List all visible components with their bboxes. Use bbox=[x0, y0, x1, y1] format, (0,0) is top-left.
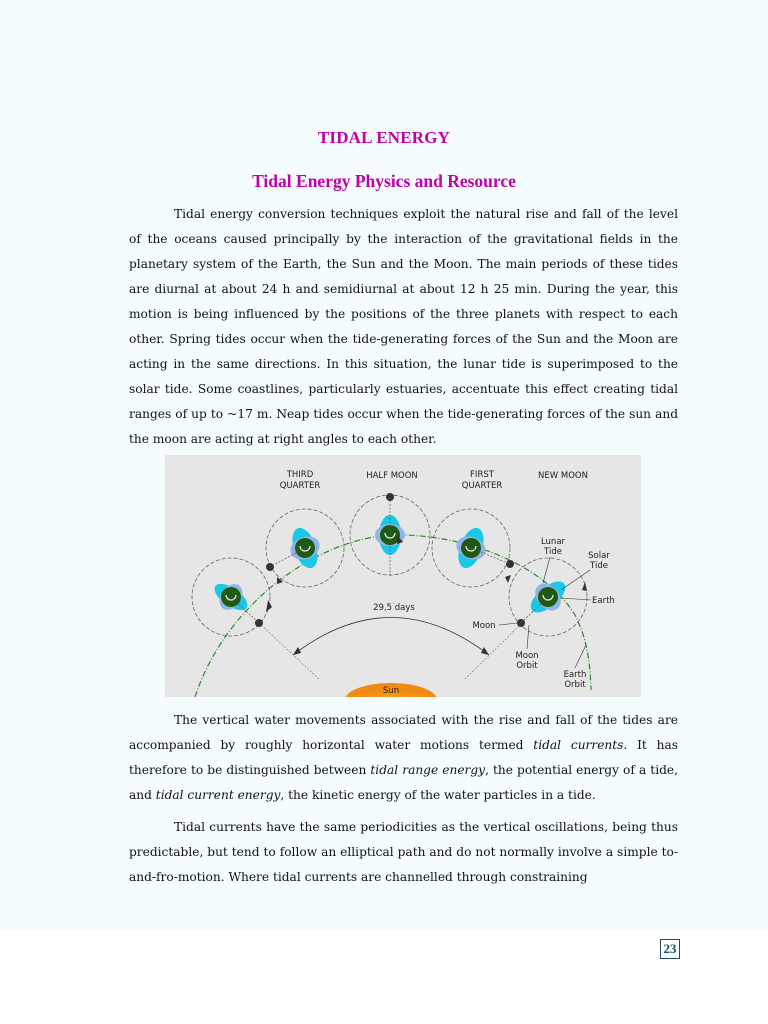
label-earth-orbit-1: Earth bbox=[563, 670, 587, 680]
earth-half-moon bbox=[350, 493, 430, 577]
label-solar-tide-2: Tide bbox=[590, 561, 608, 571]
paragraph-1 bbox=[129, 202, 678, 452]
label-third-quarter-1: THIRD bbox=[286, 470, 314, 480]
label-earth: Earth bbox=[592, 596, 615, 606]
paragraph-2-text-3: , the potential energy of a tide, and bbox=[129, 763, 678, 802]
page-title: TIDAL ENERGY bbox=[317, 128, 451, 147]
label-third-quarter-2: QUARTER bbox=[279, 481, 321, 491]
label-solar-tide-1: Solar bbox=[588, 551, 610, 561]
term-tidal-range-energy: tidal range energy bbox=[370, 763, 486, 777]
tidal-diagram-svg bbox=[165, 455, 641, 697]
sun-label: Sun bbox=[382, 686, 400, 696]
earth-first-quarter bbox=[432, 509, 514, 587]
label-half-moon: HALF MOON bbox=[366, 471, 418, 481]
term-tidal-currents: tidal currents bbox=[533, 738, 624, 752]
term-tidal-current-energy: tidal current energy bbox=[155, 788, 281, 802]
label-moon-orbit-1: Moon bbox=[515, 651, 539, 661]
page-number: 23 bbox=[660, 939, 680, 959]
paragraph-3-text: Tidal currents have the same periodicities as the vertical oscillations, being thus predictable, but tend to follow an elliptical path and do not normally involve a simple to-and-fro-motion. Where tidal currents are channelled through constraining bbox=[129, 820, 678, 884]
label-first-quarter-2: QUARTER bbox=[461, 481, 503, 491]
earth-new-moon bbox=[509, 558, 587, 636]
paragraph-2-text-1: The vertical water movements associated with the rise and fall of the tides are accompanied by roughly horizontal water motions termed bbox=[129, 713, 678, 752]
period-label: 29,5 days bbox=[373, 603, 415, 613]
paragraph-3 bbox=[129, 815, 678, 890]
earth-orbit-path bbox=[195, 535, 591, 697]
label-earth-orbit-2: Orbit bbox=[564, 680, 586, 690]
label-moon-orbit-2: Orbit bbox=[516, 661, 538, 671]
earth-third-quarter-left bbox=[192, 558, 272, 636]
tidal-diagram bbox=[165, 455, 641, 697]
label-new-moon: NEW MOON bbox=[538, 471, 588, 481]
label-moon: Moon bbox=[472, 621, 496, 631]
period-arc bbox=[293, 618, 489, 656]
paragraph-1-text: Tidal energy conversion techniques exploit the natural rise and fall of the level of the oceans caused principally by the interaction of the gravitational fields in the planetary system of the Earth, the Sun and the Moon. The main periods of these tides are diurnal at about 24 h and semidiurnal at about 12 h 25 min. During the year, this motion is being influenced by the positions of the three planets with respect to each other. Spring tides occur when the tide-generating forces of the Sun and the Moon are acting in the same directions. In this situation, the lunar tide is superimposed to the solar tide. Some coastlines, particularly estuaries, accentuate this effect creating tidal ranges of up to ~17 m. Neap tides occur when the tide-generating forces of the sun and the moon are acting at right angles to each other. bbox=[129, 207, 678, 446]
footer-band bbox=[0, 930, 768, 1024]
label-lunar-tide-1: Lunar bbox=[540, 537, 566, 547]
label-first-quarter-1: FIRST bbox=[470, 470, 494, 480]
label-lunar-tide-2: Tide bbox=[544, 547, 562, 557]
paragraph-2-text-4: , the kinetic energy of the water particles in a tide. bbox=[280, 788, 596, 802]
paragraph-2-text-2: . It has therefore to be distinguished between bbox=[129, 738, 678, 777]
section-heading: Tidal Energy Physics and Resource bbox=[252, 171, 516, 191]
earth-third-quarter bbox=[266, 509, 344, 587]
paragraph-2 bbox=[129, 708, 678, 808]
